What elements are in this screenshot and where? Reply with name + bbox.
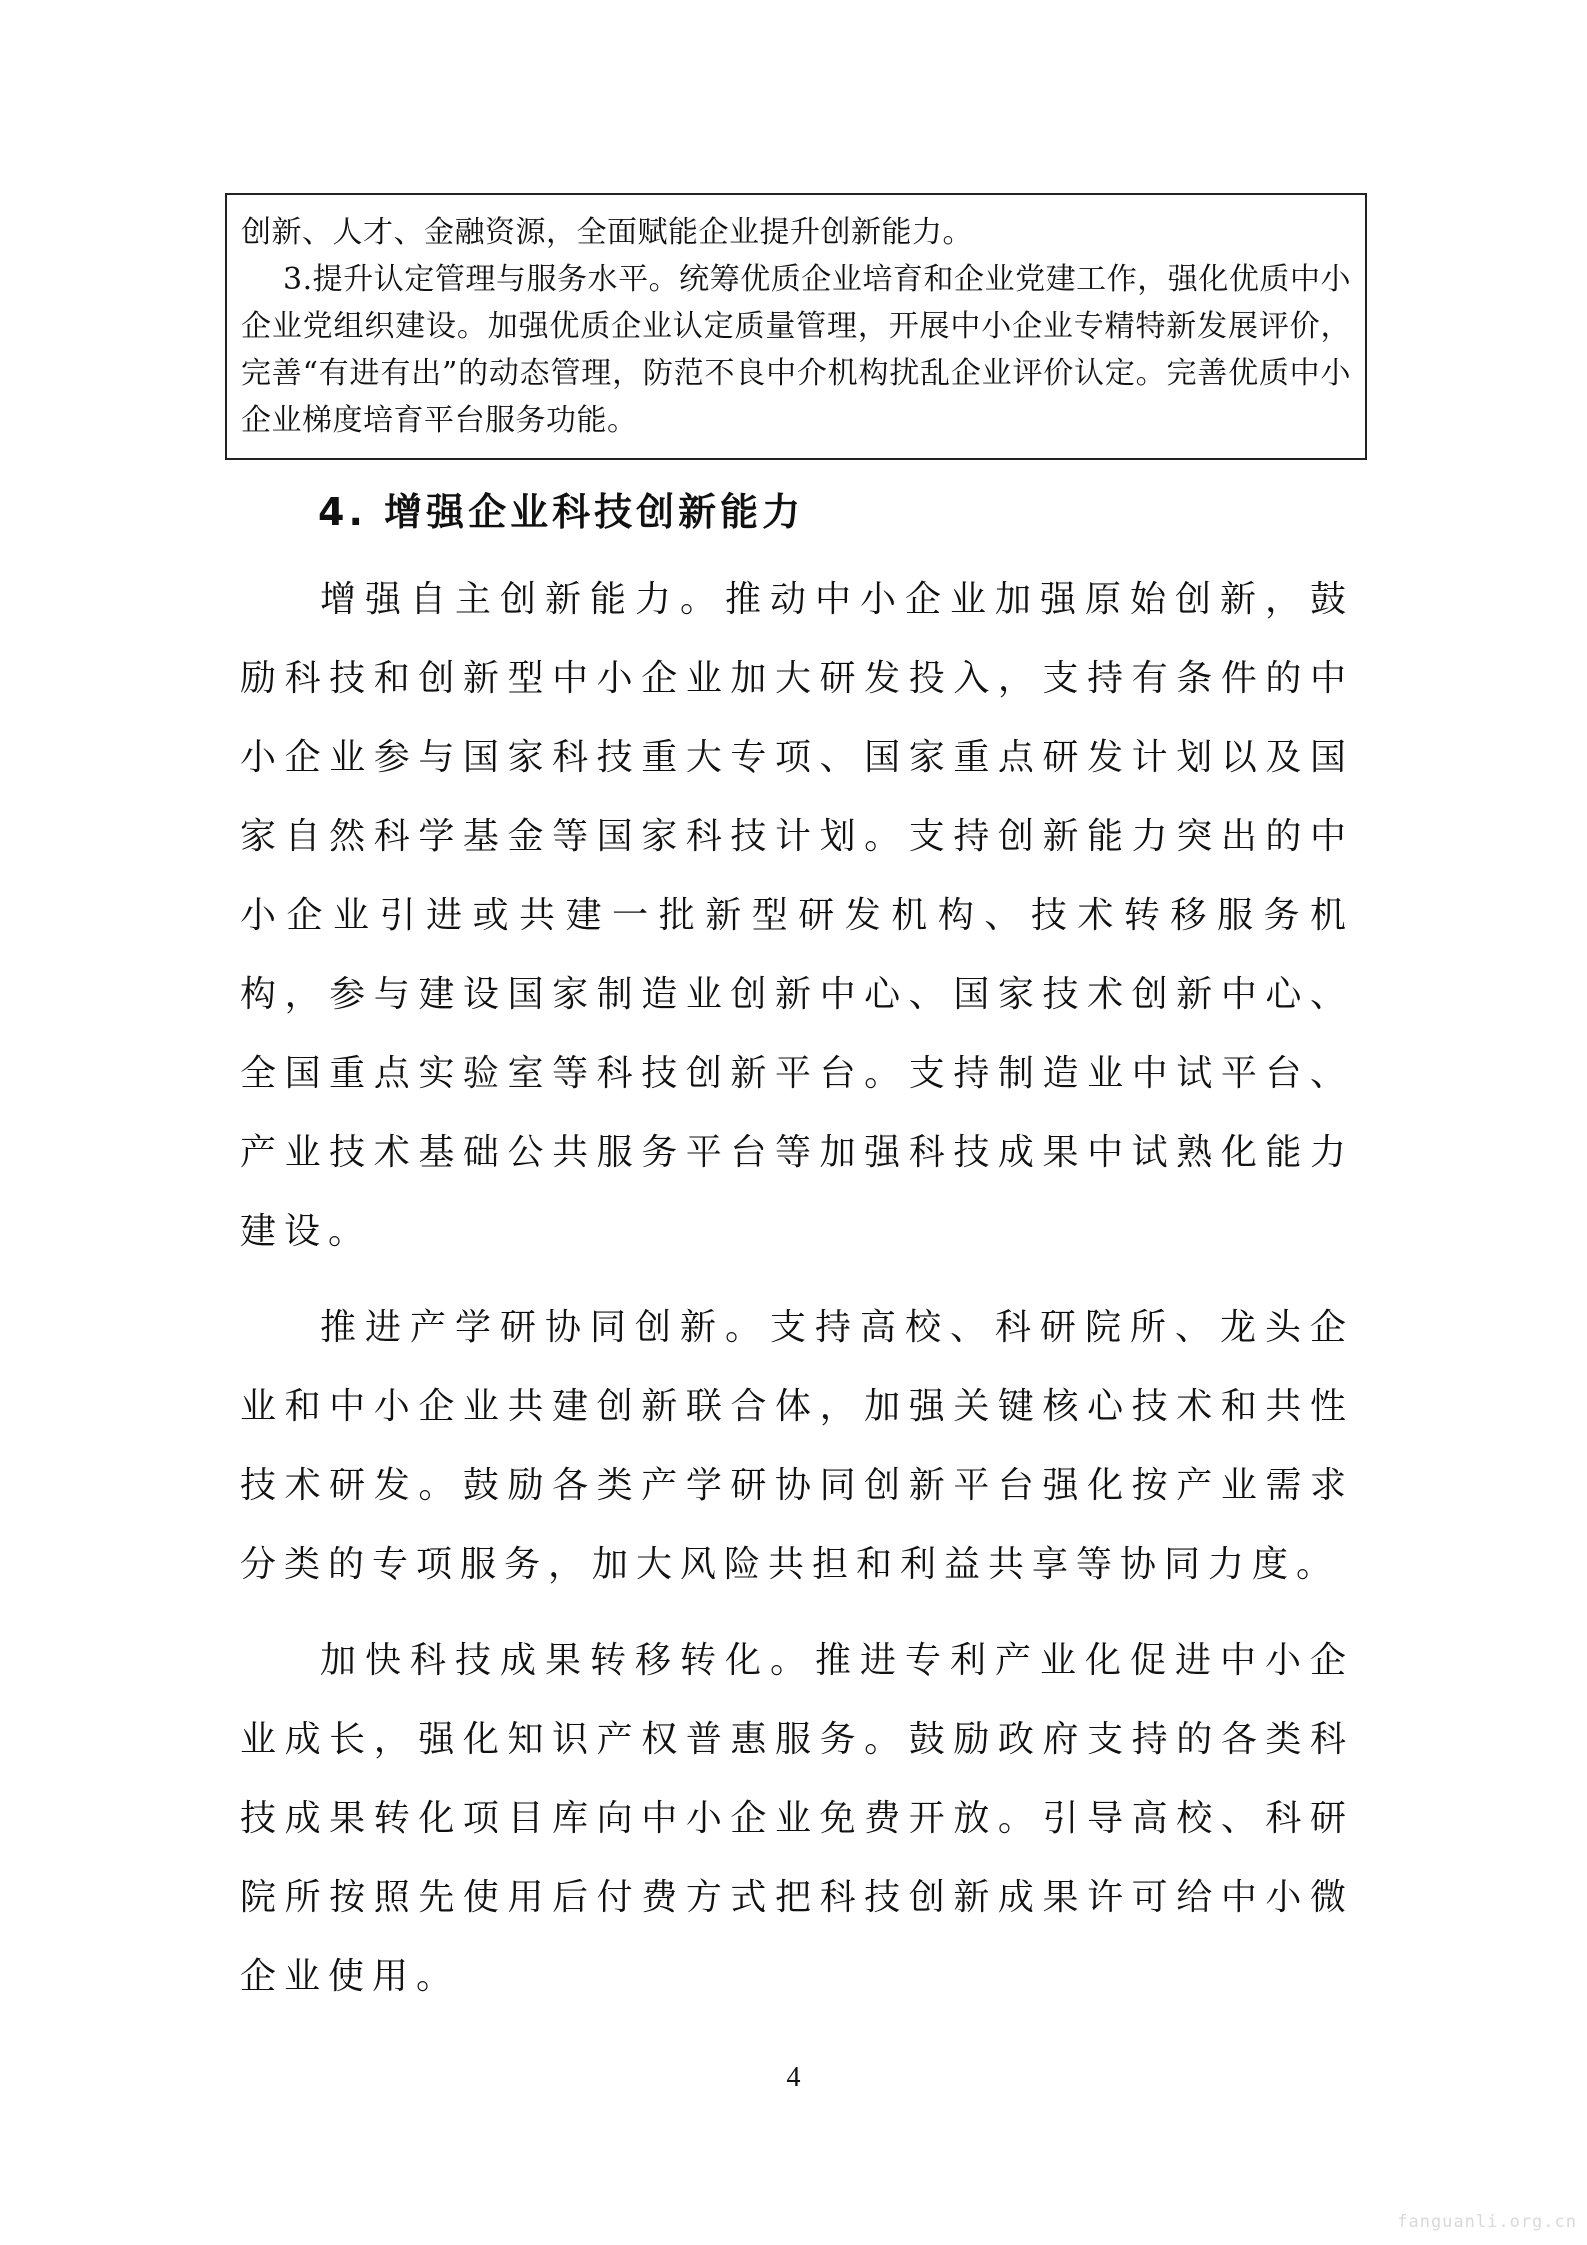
body-text (240, 560, 1354, 2033)
paragraph-industry-university-research: 推进产学研协同创新。支持高校、科研院所、龙头企业和中小企业共建创新联合体，加强关键核心技术和共性技术研发。鼓励各类产学研协同创新平台强化按产业需求分类的专项服务，加大风险共担和利益共享等协同力度。 (240, 1307, 1354, 1585)
page-number: 4 (786, 2062, 801, 2093)
paragraph-tech-transfer: 加快科技成果转移转化。推进专利产业化促进中小企业成长，强化知识产权普惠服务。鼓励政府支持的各类科技成果转化项目库向中小企业免费开放。引导高校、科研院所按照先使用后付费方式把科技创新成果许可给中小微企业使用。 (240, 1640, 1354, 1997)
section-heading: 4. 增强企业科技创新能力 (318, 490, 805, 534)
boxed-section-paragraph: 3.提升认定管理与服务水平。统筹优质企业培育和企业党建工作，强化优质中小企业党组织建设。加强优质企业认定质量管理，开展中小企业专精特新发展评价，完善“有进有出”的动态管理，防范不良中介机构扰乱企业评价认定。完善优质中小企业梯度培育平台服务功能。 (241, 262, 1351, 438)
boxed-section (225, 193, 1367, 460)
boxed-section-line: 创新、人才、金融资源，全面赋能企业提升创新能力。 (241, 215, 973, 250)
paragraph-independent-innovation: 增强自主创新能力。推动中小企业加强原始创新，鼓励科技和创新型中小企业加大研发投入，支持有条件的中小企业参与国家科技重大专项、国家重点研发计划以及国家自然科学基金等国家科技计划。支持创新能力突出的中小企业引进或共建一批新型研发机构、技术转移服务机构，参与建设国家制造业创新中心、国家技术创新中心、全国重点实验室等科技创新平台。支持制造业中试平台、产业技术基础公共服务平台等加强科技成果中试熟化能力建设。 (240, 579, 1354, 1252)
watermark: fanguanli.org.cn (1397, 2212, 1577, 2232)
